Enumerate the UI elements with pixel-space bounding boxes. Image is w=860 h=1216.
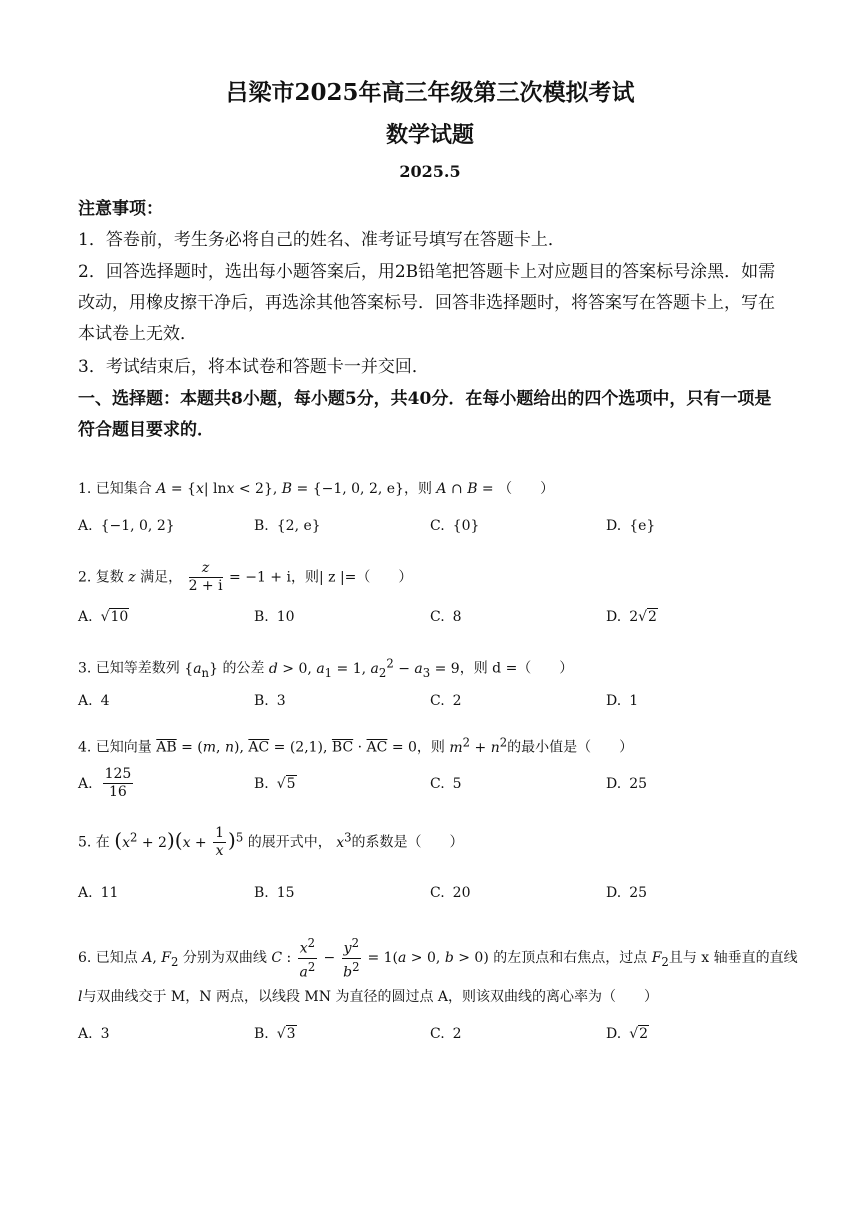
question-6-options — [78, 1026, 798, 1050]
question-1-stem: 1. 已知集合 — [78, 481, 152, 497]
option-c[interactable]: C. 8 — [430, 609, 462, 625]
question-2: 2. 复数 z 满足， $\frac{z}{2 + i}$ = −1 + i，则| z |=（ ） — [78, 560, 413, 594]
question-6-line-2: l与双曲线交于 M，N 两点，以线段 MN 为直径的圆过点 A，则该双曲线的离心率为（ ） — [78, 989, 659, 1005]
question-4: 4. 已知向量 $\overline{AB} = (m$, n), $\overline{AC} = (2,1)$, $\overline{BC} \cdot \overline{AC} = 0$，则 $m^2 + n^2$的最小值是（ ） — [78, 735, 634, 756]
question-5-options — [78, 885, 798, 909]
option-d[interactable]: D. {e} — [606, 518, 656, 534]
option-d[interactable]: D. 1 — [606, 693, 639, 709]
option-b[interactable]: B. {2, e} — [254, 518, 321, 534]
option-b[interactable]: B. 10 — [254, 609, 295, 625]
option-b[interactable]: B. 3 — [254, 693, 286, 709]
option-b[interactable]: B. √3 — [254, 1026, 296, 1042]
option-a[interactable]: A. 4 — [78, 693, 110, 709]
option-a[interactable]: A. {−1, 0, 2} — [78, 518, 175, 534]
question-1-formula: A = {x| lnx < 2}, B = {−1, 0, 2, e} — [156, 481, 404, 497]
option-c[interactable]: C. {0} — [430, 518, 480, 534]
question-5: 5. 在 $(x^2 + 2)(x$ + $\frac{1}{x}$ )$^5$ 的展开式中， $x^3$的系数是（ ） — [78, 825, 464, 859]
option-c[interactable]: C. 20 — [430, 885, 471, 901]
notice-heading: 注意事项： — [78, 199, 163, 219]
option-d[interactable]: D. √2 — [606, 1026, 649, 1042]
exam-subject: 数学试题 — [385, 122, 474, 148]
question-3: 3. 已知等差数列 $\{a_n\}$ 的公差 d > 0, $a_1 = 1$, $a_2^2 - a_3 = 9$，则 d =（ ） — [78, 656, 574, 680]
option-b[interactable]: B. √5 — [254, 776, 296, 792]
option-a[interactable]: A. √10 — [78, 609, 129, 625]
notice-item-1: 1．答卷前，考生务必将自己的姓名、准考证号填写在答题卡上． — [78, 230, 565, 250]
section-heading: 一、选择题：本题共8小题，每小题5分，共40分．在每小题给出的四个选项中，只有一项是符合题目要求的． — [78, 389, 772, 440]
exam-date: 2025.5 — [399, 162, 461, 181]
option-a[interactable]: A. $\frac{125}{16}$ — [78, 766, 132, 800]
question-1-options — [78, 518, 798, 542]
question-4-options — [78, 766, 798, 800]
option-d[interactable]: D. 25 — [606, 776, 648, 792]
option-d[interactable]: D. 2√2 — [606, 609, 657, 625]
option-b[interactable]: B. 15 — [254, 885, 295, 901]
question-2-fraction: $\frac{z}{2 + i}$ — [188, 560, 223, 594]
notice-item-3: 3．考试结束后，将本试卷和答题卡一并交回． — [78, 357, 429, 377]
option-c[interactable]: C. 2 — [430, 1026, 462, 1042]
question-2-options — [78, 609, 798, 633]
notice-item-2: 2．回答选择题时，选出每小题答案后，用2B铅笔把答题卡上对应题目的答案标号涂黑．如需改动，用橡皮擦干净后，再选涂其他答案标号．回答非选择题时，将答案写在答题卡上，写在本试卷上无效． — [78, 262, 776, 344]
question-1: 1. 已知集合 A = {x| lnx < 2}, B = {−1, 0, 2, e}，则 A ∩ B = （ ） — [78, 481, 555, 497]
option-a[interactable]: A. 3 — [78, 1026, 110, 1042]
option-c[interactable]: C. 2 — [430, 693, 462, 709]
question-1-blank: （ ） — [498, 481, 555, 497]
option-a[interactable]: A. 11 — [78, 885, 119, 901]
question-6: 6. 已知点 A, $F_2$ 分别为双曲线 C : $\frac{x^2}{a^2}$ − $\frac{y^2}{b^2}$ = 1(a > 0, b > 0) 的左顶点和右焦点，过点 $F_2$且与 x 轴垂直的直线 — [78, 936, 798, 981]
option-c[interactable]: C. 5 — [430, 776, 462, 792]
exam-title: 吕梁市2025年高三年级第三次模拟考试 — [225, 79, 635, 106]
question-3-options — [78, 693, 798, 717]
option-d[interactable]: D. 25 — [606, 885, 648, 901]
